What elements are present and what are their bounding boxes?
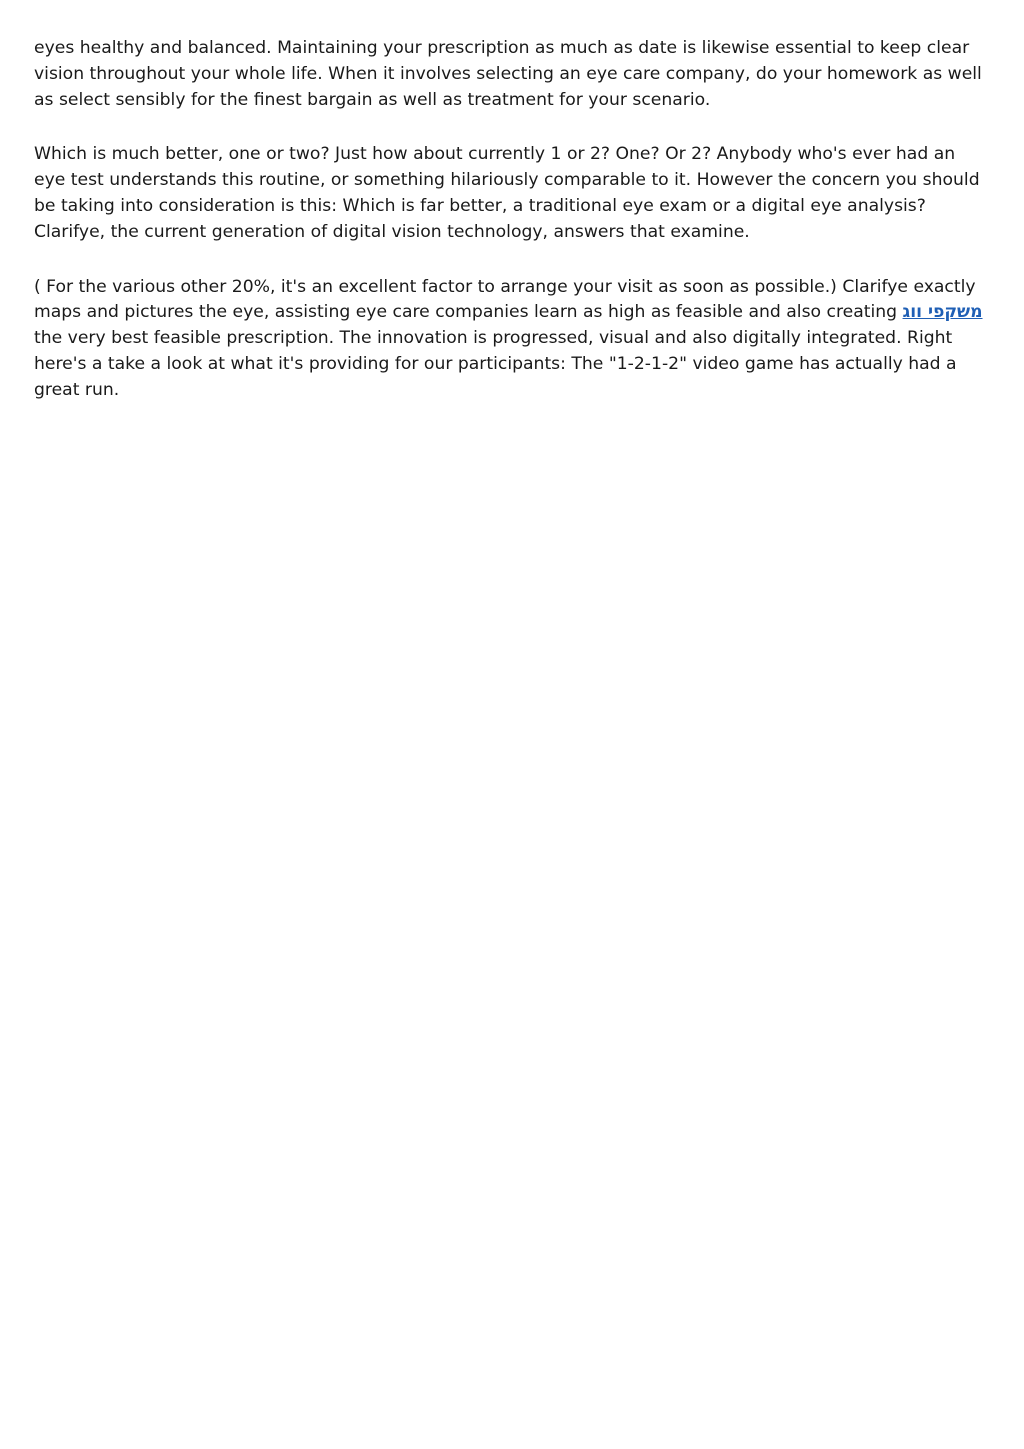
paragraph-3-text-before-link: ( For the various other 20%, it's an excellent factor to arrange your visit as soon as possible.) Clarifye exactly maps and pictures the eye, assisting eye care companies learn as high as feasible and also creating [34,276,976,323]
paragraph-1: eyes healthy and balanced. Maintaining your prescription as much as date is likewise essential to keep clear vision throughout your whole life. When it involves selecting an eye care company, do your homework as well as select sensibly for the finest bargain as well as treatment for your scenario. [34,38,982,110]
paragraph-3 [34,275,990,404]
hebrew-link[interactable]: משקפי ווג [902,302,983,323]
document-body [34,36,990,433]
paragraph-2: Which is much better, one or two? Just how about currently 1 or 2? One? Or 2? Anybody who's ever had an eye test understands this routine, or something hilariously comparable to it. However the concern you should be taking into consideration is this: Which is far better, a traditional eye exam or a digital eye analysis? Clarifye, the current generation of digital vision technology, answers that examine. [34,144,980,242]
paragraph-3-text-after-link: the very best feasible prescription. The innovation is progressed, visual and also digitally integrated. Right here's a take a look at what it's providing for our participants: The "1-2-1-2" video game has actually had a great run. [34,328,957,400]
